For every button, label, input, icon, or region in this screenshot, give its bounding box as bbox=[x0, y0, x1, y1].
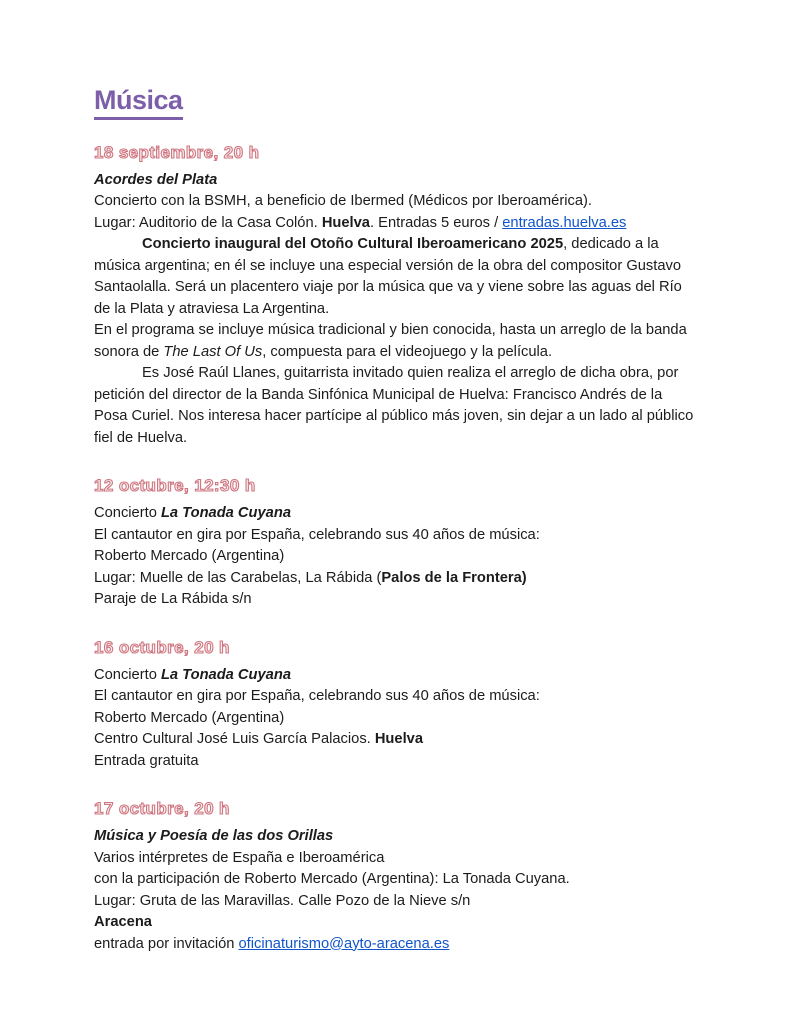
text-run: Concierto bbox=[94, 666, 161, 683]
paragraph bbox=[94, 708, 699, 730]
text-run: El cantautor en gira por España, celebrando sus 40 años de música: bbox=[94, 526, 540, 543]
document-title: Música bbox=[94, 86, 183, 120]
text-run: Lugar: Muelle de las Carabelas, La Rábida ( bbox=[94, 569, 382, 586]
text-run: , compuesta para el videojuego y la película. bbox=[262, 343, 553, 360]
text-run: Centro Cultural José Luis García Palacios. bbox=[94, 731, 375, 748]
text-run: Lugar: Auditorio de la Casa Colón. bbox=[94, 214, 322, 231]
text-run: Lugar: Gruta de las Maravillas. Calle Pozo de la Nieve s/n bbox=[94, 892, 471, 909]
paragraph bbox=[94, 363, 699, 449]
paragraph bbox=[94, 213, 699, 235]
text-run: Roberto Mercado (Argentina) bbox=[94, 709, 285, 726]
paragraph bbox=[94, 826, 699, 848]
paragraph bbox=[94, 848, 699, 870]
text-run: El cantautor en gira por España, celebrando sus 40 años de música: bbox=[94, 688, 540, 705]
text-run: Música y Poesía de las dos Orillas bbox=[94, 828, 334, 845]
text-run: , dedicado a la música argentina; en él se incluye una especial versión de la obra del compositor Gustavo Santaolalla. Será un placentero viaje por la música que va y viene sobre las aguas del Río de la Plata y atraviesa La Argentina. bbox=[94, 236, 682, 317]
text-run: La Tonada Cuyana bbox=[160, 666, 291, 683]
document-header bbox=[94, 86, 699, 120]
text-run: Concierto inaugural del Otoño Cultural Iberoamericano 2025 bbox=[142, 236, 564, 253]
text-run: Concierto bbox=[94, 505, 161, 522]
text-run: Palos de la Frontera) bbox=[381, 569, 527, 586]
paragraph bbox=[94, 525, 699, 547]
paragraph bbox=[94, 589, 699, 611]
event-date-heading: 12 octubre, 12:30 h bbox=[94, 476, 256, 496]
event-section bbox=[94, 476, 699, 611]
paragraph bbox=[94, 320, 699, 363]
paragraph bbox=[94, 891, 699, 913]
text-run: con la participación de Roberto Mercado (Argentina): La Tonada Cuyana. bbox=[94, 871, 570, 888]
event-date-heading: 16 octubre, 20 h bbox=[94, 637, 230, 657]
document-body bbox=[94, 143, 699, 956]
text-run: entrada por invitación bbox=[94, 935, 239, 952]
text-run: La Tonada Cuyana bbox=[160, 505, 291, 522]
text-run: Entrada gratuita bbox=[94, 752, 199, 769]
paragraph bbox=[94, 686, 699, 708]
paragraph bbox=[94, 568, 699, 590]
paragraph bbox=[94, 729, 699, 751]
text-run: Paraje de La Rábida s/n bbox=[94, 591, 252, 608]
paragraph bbox=[94, 912, 699, 934]
paragraph bbox=[94, 751, 699, 773]
paragraph bbox=[94, 503, 699, 525]
text-run: Acordes del Plata bbox=[94, 171, 218, 188]
event-section bbox=[94, 143, 699, 450]
paragraph bbox=[94, 546, 699, 568]
text-run: Concierto con la BSMH, a beneficio de Ibermed (Médicos por Iberoamérica). bbox=[94, 193, 592, 210]
hyperlink[interactable]: oficinaturismo@ayto-aracena.es bbox=[238, 935, 450, 952]
hyperlink[interactable]: entradas.huelva.es bbox=[502, 214, 627, 231]
paragraph bbox=[94, 191, 699, 213]
text-run: Roberto Mercado (Argentina) bbox=[94, 548, 285, 565]
event-date-heading: 18 septiembre, 20 h bbox=[94, 142, 260, 162]
text-run: Aracena bbox=[94, 914, 152, 931]
text-run: Es José Raúl Llanes, guitarrista invitado quien realiza el arreglo de dicha obra, por petición del director de la Banda Sinfónica Municipal de Huelva: Francisco Andrés de la Posa Curiel. Nos interesa hacer partícipe al público más joven, sin dejar a un lado al público fiel de Huelva. bbox=[94, 365, 694, 446]
text-run: Huelva bbox=[321, 214, 370, 231]
text-run: En el programa se incluye música tradicional y bien conocida, hasta un arreglo de la banda sonora de bbox=[94, 322, 687, 360]
event-section bbox=[94, 638, 699, 773]
text-run: The Last Of Us bbox=[163, 343, 263, 360]
paragraph bbox=[94, 869, 699, 891]
text-run: Huelva bbox=[374, 731, 423, 748]
text-run: Varios intérpretes de España e Iberoamérica bbox=[94, 849, 385, 866]
paragraph bbox=[94, 665, 699, 687]
paragraph bbox=[94, 234, 699, 320]
event-section bbox=[94, 799, 699, 955]
paragraph bbox=[94, 934, 699, 956]
paragraph bbox=[94, 170, 699, 192]
text-run: . Entradas 5 euros / bbox=[369, 214, 503, 231]
event-date-heading: 17 octubre, 20 h bbox=[94, 799, 230, 819]
